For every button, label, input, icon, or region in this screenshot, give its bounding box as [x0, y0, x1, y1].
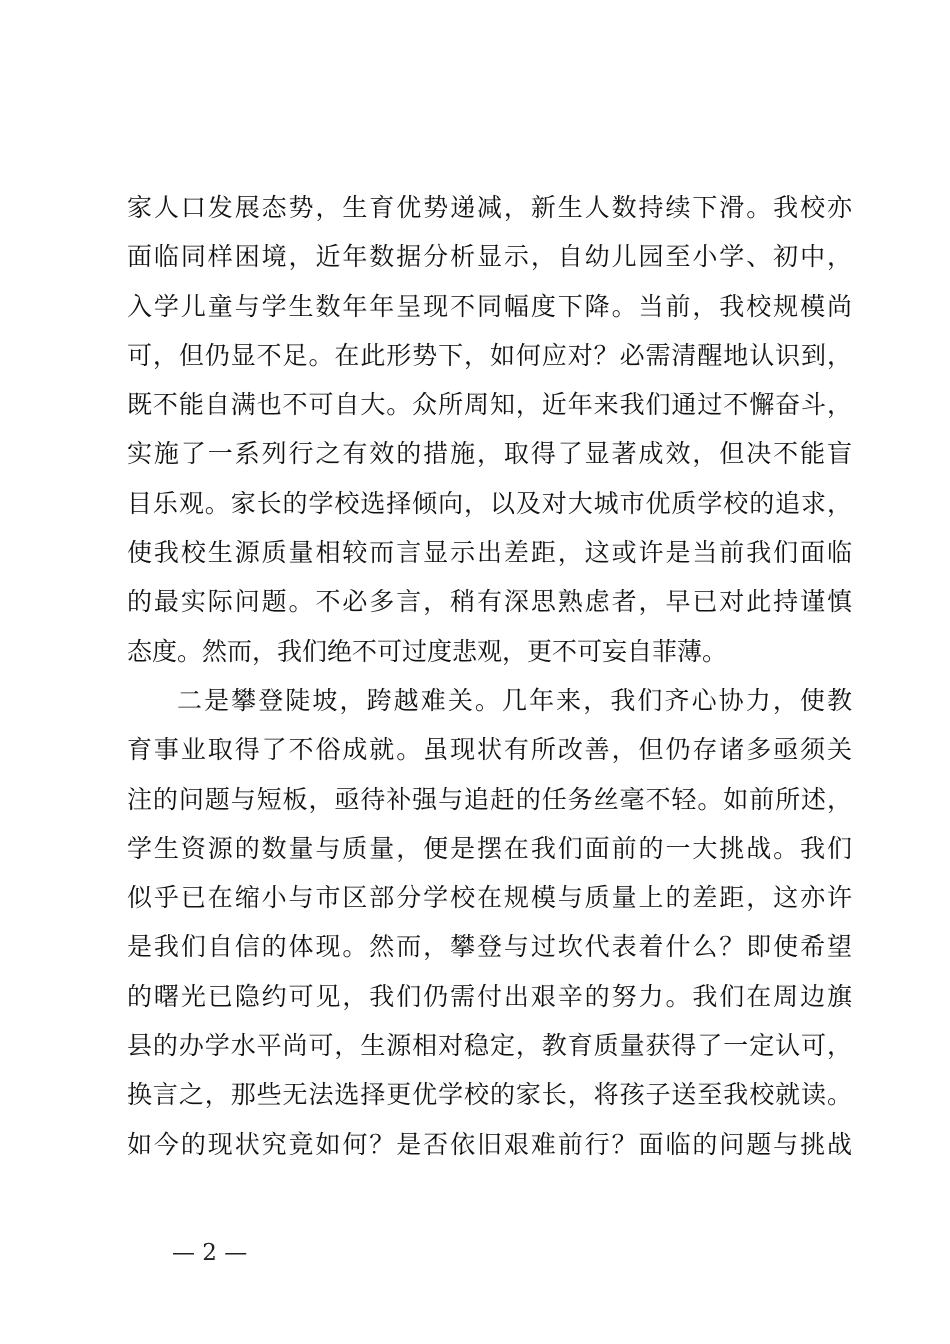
- text-line: 家人口发展态势，生育优势递减，新生人数持续下滑。我校亦: [127, 193, 852, 222]
- paragraph-1: [127, 183, 852, 676]
- text-line: 学生资源的数量与质量，便是摆在我们面前的一大挑战。我们: [127, 833, 852, 863]
- page-number: — 2 —: [172, 1240, 248, 1266]
- text-line: 面临同样困境，近年数据分析显示，自幼儿园至小学、初中，: [127, 242, 852, 272]
- text-line: 育事业取得了不俗成就。虽现状有所改善，但仍存诸多亟须关: [127, 735, 852, 765]
- text-line: 使我校生源质量相较而言显示出差距，这或许是当前我们面临: [127, 538, 852, 568]
- paragraph-2: [127, 676, 852, 1169]
- text-line: 是我们自信的体现。然而，攀登与过坎代表着什么？即使希望: [127, 932, 852, 962]
- text-line: 的曙光已隐约可见，我们仍需付出艰辛的努力。我们在周边旗: [127, 981, 852, 1011]
- text-line: 可，但仍显不足。在此形势下，如何应对？必需清醒地认识到，: [127, 340, 852, 370]
- text-line: 县的办学水平尚可，生源相对稳定，教育质量获得了一定认可，: [127, 1031, 852, 1061]
- text-line: 态度。然而，我们绝不可过度悲观，更不可妄自菲薄。: [127, 636, 728, 666]
- text-line: 实施了一系列行之有效的措施，取得了显著成效，但决不能盲: [127, 439, 852, 469]
- text-line: 目乐观。家长的学校选择倾向，以及对大城市优质学校的追求，: [127, 488, 852, 518]
- body-text: [127, 183, 852, 1169]
- text-line: 二是攀登陡坡，跨越难关。几年来，我们齐心协力，使教: [177, 685, 852, 715]
- text-line: 注的问题与短板，亟待补强与追赶的任务丝毫不轻。如前所述，: [127, 784, 852, 814]
- text-line: 换言之，那些无法选择更优学校的家长，将孩子送至我校就读。: [127, 1080, 852, 1110]
- text-line: 如今的现状究竟如何？是否依旧艰难前行？面临的问题与挑战: [127, 1129, 852, 1159]
- text-line: 既不能自满也不可自大。众所周知，近年来我们通过不懈奋斗，: [127, 390, 852, 420]
- text-line: 似乎已在缩小与市区部分学校在规模与质量上的差距，这亦许: [127, 883, 852, 913]
- text-line: 入学儿童与学生数年年呈现不同幅度下降。当前，我校规模尚: [127, 291, 852, 321]
- text-line: 的最实际问题。不必多言，稍有深思熟虑者，早已对此持谨慎: [127, 587, 852, 617]
